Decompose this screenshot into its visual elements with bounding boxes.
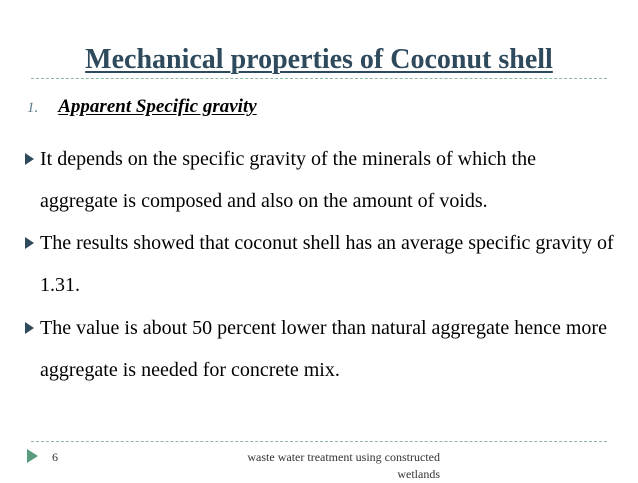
triangle-arrow-icon <box>27 449 38 463</box>
section-heading <box>27 96 257 118</box>
bullet-text: The results showed that coconut shell has an average specific gravity of 1.31. <box>40 232 614 296</box>
triangle-bullet-icon <box>25 237 34 249</box>
bullet-text: The value is about 50 percent lower than natural aggregate hence more aggregate is needed for concrete mix. <box>40 317 607 381</box>
page-number: 6 <box>52 450 58 464</box>
bullet-item <box>25 138 615 222</box>
bullet-text: It depends on the specific gravity of the minerals of which the aggregate is composed and also on the amount of voids. <box>40 148 536 212</box>
bullet-item <box>25 222 615 306</box>
bottom-divider <box>31 441 607 442</box>
triangle-bullet-icon <box>25 153 34 165</box>
footer-text: waste water treatment using constructed wetlands <box>247 450 440 481</box>
triangle-bullet-icon <box>25 322 34 334</box>
section-number: 1. <box>27 100 39 116</box>
top-divider <box>31 78 607 79</box>
section-heading-text: Apparent Specific gravity <box>58 96 257 117</box>
slide-title: Mechanical properties of Coconut shell <box>85 44 553 75</box>
bullet-item <box>25 307 615 391</box>
